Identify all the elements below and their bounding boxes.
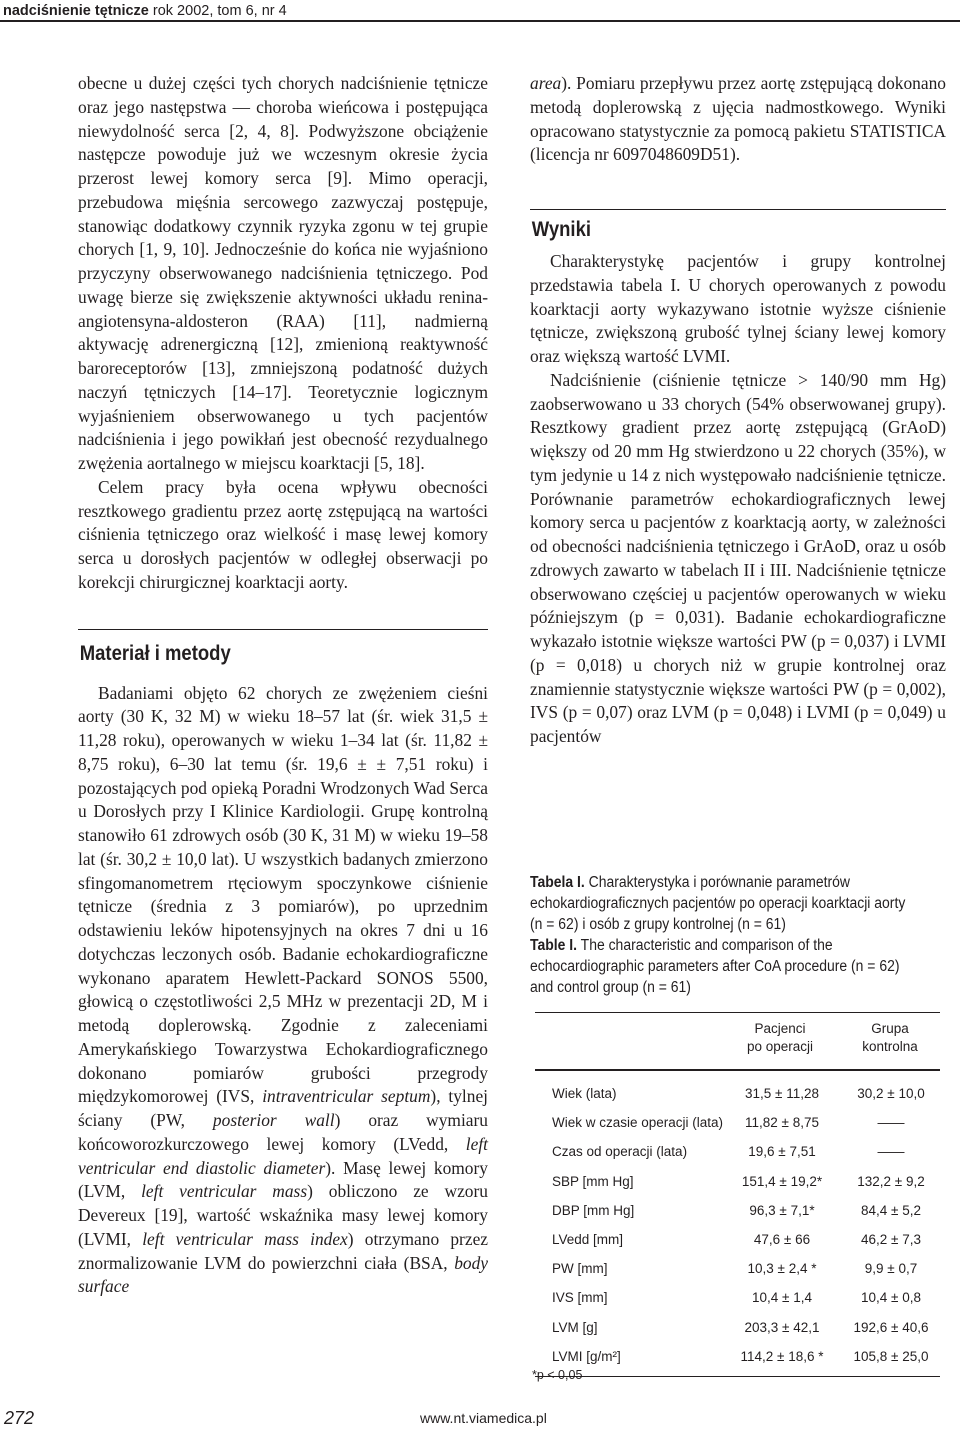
methods-heading: Materiał i metody — [79, 641, 231, 665]
table-row: SBP [mm Hg] 151,4 ± 19,2* 132,2 ± 9,2 — [552, 1173, 925, 1189]
methods-heading-block — [78, 629, 488, 668]
table-row: LVM [g] 203,3 ± 42,1 192,6 ± 40,6 — [552, 1319, 929, 1335]
results-paragraph-1: Charakterystykę pacjentów i grupy kontrolnej przedstawia tabela I. U chorych operowanych z powodu koarktacji aorty wykazywano istotnie wyższe ciśnienie tętnicze, zwiększoną grubość tylnej ściany lewej komory oraz większą wartość LVMI. — [530, 251, 946, 366]
left-column — [78, 72, 488, 1299]
table-row: LVMI [g/m²] 114,2 ± 18,6 * 105,8 ± 25,0 — [552, 1348, 929, 1364]
results-heading-rule — [530, 209, 946, 210]
journal-url[interactable]: www.nt.viamedica.pl — [420, 1410, 547, 1426]
pw-term: posterior wall — [212, 1110, 335, 1130]
table-header — [535, 1013, 940, 1071]
journal-name: nadciśnienie tętnicze — [3, 3, 149, 19]
page-number: 272 — [4, 1408, 35, 1428]
column-header-control: Grupa kontrolna — [862, 1021, 918, 1054]
methods-paragraph: Badaniami objęto 62 chorych ze zwężeniem cieśni aorty (30 K, 32 M) w wieku 18–57 lat (śr. wiek 31,5 ± 11,28 roku), operowanych w wieku 1–34 lat (śr. 11,82 ± 8,75 roku), 6–30 lat temu (śr. 19,6 ± ± 7,51 roku) i pozostających pod opieką Poradni Wrodzonych Wad Serca u Dorosłych przy I Klinice Kardiologii. Grupę kontrolną stanowiło 61 zdrowych osób (30 K, 31 M) w wieku 19–58 lat (śr. 30,2 ± 10,0 lat). U wszystkich badanych zmierzono sfingomanometrem rtęciowym spoczynkowe ciśnienie tętnicze (średnia z 3 pomiarów), po uprzednim odstawieniu leków hipotensyjnych na okres 7 dni u 16 dotychczas leczonych osób. Badanie echokardiograficzne wykonano aparatem Hewlett-Packard SONOS 5500, głowicą o częstotliwości 2,5 MHz w prezentacji 2D, M i metodą doplerowską. Zgodnie z zaleceniami Amerykańskiego Towarzystwa Echokardiograficznego dokonano pomiarów grubości przegrody międzykomorowej (IVS, intraventricular septum), tylnej ściany (PW, posterior wall) oraz wymiaru końcoworozkurczowego lewej komory (LVedd, left ventricular end diastolic diameter). Masę lewej komory (LVM, left ventricular mass) obliczono ze wzoru Devereux [19], wartość wskaźnika masy lewej komory (LVMI, left ventricular mass index) otrzymano przez znormalizowanie LVM do powierzchni ciała (BSA, body surface — [78, 682, 489, 1297]
journal-issue: rok 2002, tom 6, nr 4 — [152, 3, 287, 19]
ivs-term: intraventricular septum — [262, 1086, 431, 1107]
header-rule — [0, 20, 960, 22]
table-row: Czas od operacji (lata) 19,6 ± 7,51 —— — [552, 1144, 905, 1160]
running-header — [0, 0, 960, 22]
table-row: Wiek (lata) 31,5 ± 11,28 30,2 ± 10,0 — [552, 1086, 925, 1101]
right-column — [530, 72, 946, 749]
table-body — [535, 1071, 940, 1377]
table-caption — [530, 872, 908, 998]
methods-continued-paragraph: area). Pomiaru przepływu przez aortę zstępującą dokonano metodą doplerowską z ujęcia nadmostkowego. Wyniki opracowano statystycznie za pomocą pakietu STATISTICA (licencja nr 6097048609D51). — [530, 73, 946, 165]
lvedd-term: left ventricular end diastolic diameter — [78, 1133, 488, 1178]
table-row: DBP [mm Hg] 96,3 ± 7,1* 84,4 ± 5,2 — [552, 1202, 921, 1218]
table-row: Wiek w czasie operacji (lata) 11,82 ± 8,75 —— — [552, 1115, 905, 1131]
results-paragraph-2: Nadciśnienie (ciśnienie tętnicze > 140/90 mm Hg) zaobserwowano u 33 chorych (54% obserwowanej grupy). Resztkowy gradient przez aortę zstępującą (GrAoD) większy od 20 mm Hg stwierdzono u 22 chorych (35%), w tym jedynie u 14 z nich występowało nadciśnienie tętnicze. Porównanie parametrów echokardiograficznych lewej komory serca u pacjentów z koarktacją aorty, w zależności od obecności nadciśnienia tętniczego i GrAoD, oraz u osób zdrowych zawarto w tabelach II i III. Nadciśnienie tętnicze obserwowano częściej u pacjentów operowanych w wieku późniejszym (p = 0,031). Badanie echokardiograficzne wykazało istotnie większe wartości PW (p = 0,037) i LVMI (p = 0,018) u chorych niż w grupie kontrolnej oraz znamiennie statystycznie większe wartości PW (p = 0,002), IVS (p = 0,07) oraz LVM (p = 0,048) i LVMI (p = 0,049) u pacjentów — [530, 369, 946, 746]
column-header-patients: Pacjenci po operacji — [746, 1021, 814, 1054]
lvmi-term: left ventricular mass index — [142, 1228, 348, 1249]
intro-paragraph: obecne u dużej części tych chorych nadciśnienie tętnicze oraz jego następstwa — choroba wieńcowa i postępująca niewydolność serca [2, 4, 8]. Podwyższone obciążenie następcze powoduje już we wczesnym okresie życia przerost lewej komory serca [9]. Mimo operacji, przebudowa mięśnia sercowego zazwyczaj postępuje, stanowiąc dodatkowy czynnik ryzyka zgonu w tej grupie chorych [1, 9, 10]. Jednocześnie do końca nie wyjaśniono przyczyny obserwowanego nadciśnienia tętniczego. Pod uwagę bierze się zwiększenie aktywności układu renina-angiotensyna-aldosteron (RAA) [11], nadmierną aktywację adrenergiczną [12], zmienioną reaktywność baroreceptorów [13], zmniejszoną podatność dużych naczyń tętniczych [14–17]. Teoretycznie logicznym wyjaśnieniem obserwowanego u tych pacjentów nadciśnienia i jego powikłań jest obecność rezydualnego zwężenia aortalnego w miejscu koarktacji [5, 18]. — [78, 73, 488, 473]
lvm-term: left ventricular mass — [141, 1181, 308, 1202]
table-row: PW [mm] 10,3 ± 2,4 * 9,9 ± 0,7 — [552, 1261, 918, 1277]
table-caption-pl: Tabela I. Charakterystyka i porównanie parametrów echokardiograficznych pacjentów po operacji koarktacji aorty (n = 62) i osób z grupy kontrolnej (n = 61) — [530, 874, 906, 933]
bsa-term: body surface — [78, 1252, 488, 1297]
aim-paragraph: Celem pracy była ocena wpływu obecności resztkowego gradientu przez aortę zstępującą na wartości ciśnienia tętniczego oraz wielkość i masę lewej komory serca u dorosłych pacjentów w odległej obserwacji po korekcji chirurgicznej koarktacji aorty. — [78, 476, 488, 592]
table-caption-en: Table I. The characteristic and comparison of the echocardiographic parameters after CoA procedure (n = 62) and control group (n = 61) — [530, 937, 900, 996]
table-row: LVedd [mm] 47,6 ± 66 46,2 ± 7,3 — [552, 1231, 921, 1247]
results-heading: Wyniki — [531, 218, 591, 241]
characteristics-table — [535, 1012, 940, 1377]
table-footnote: *p < 0,05 — [532, 1368, 583, 1382]
table-row: IVS [mm] 10,4 ± 1,4 10,4 ± 0,8 — [552, 1290, 921, 1306]
results-heading-block — [530, 209, 946, 244]
methods-heading-rule — [78, 629, 488, 630]
